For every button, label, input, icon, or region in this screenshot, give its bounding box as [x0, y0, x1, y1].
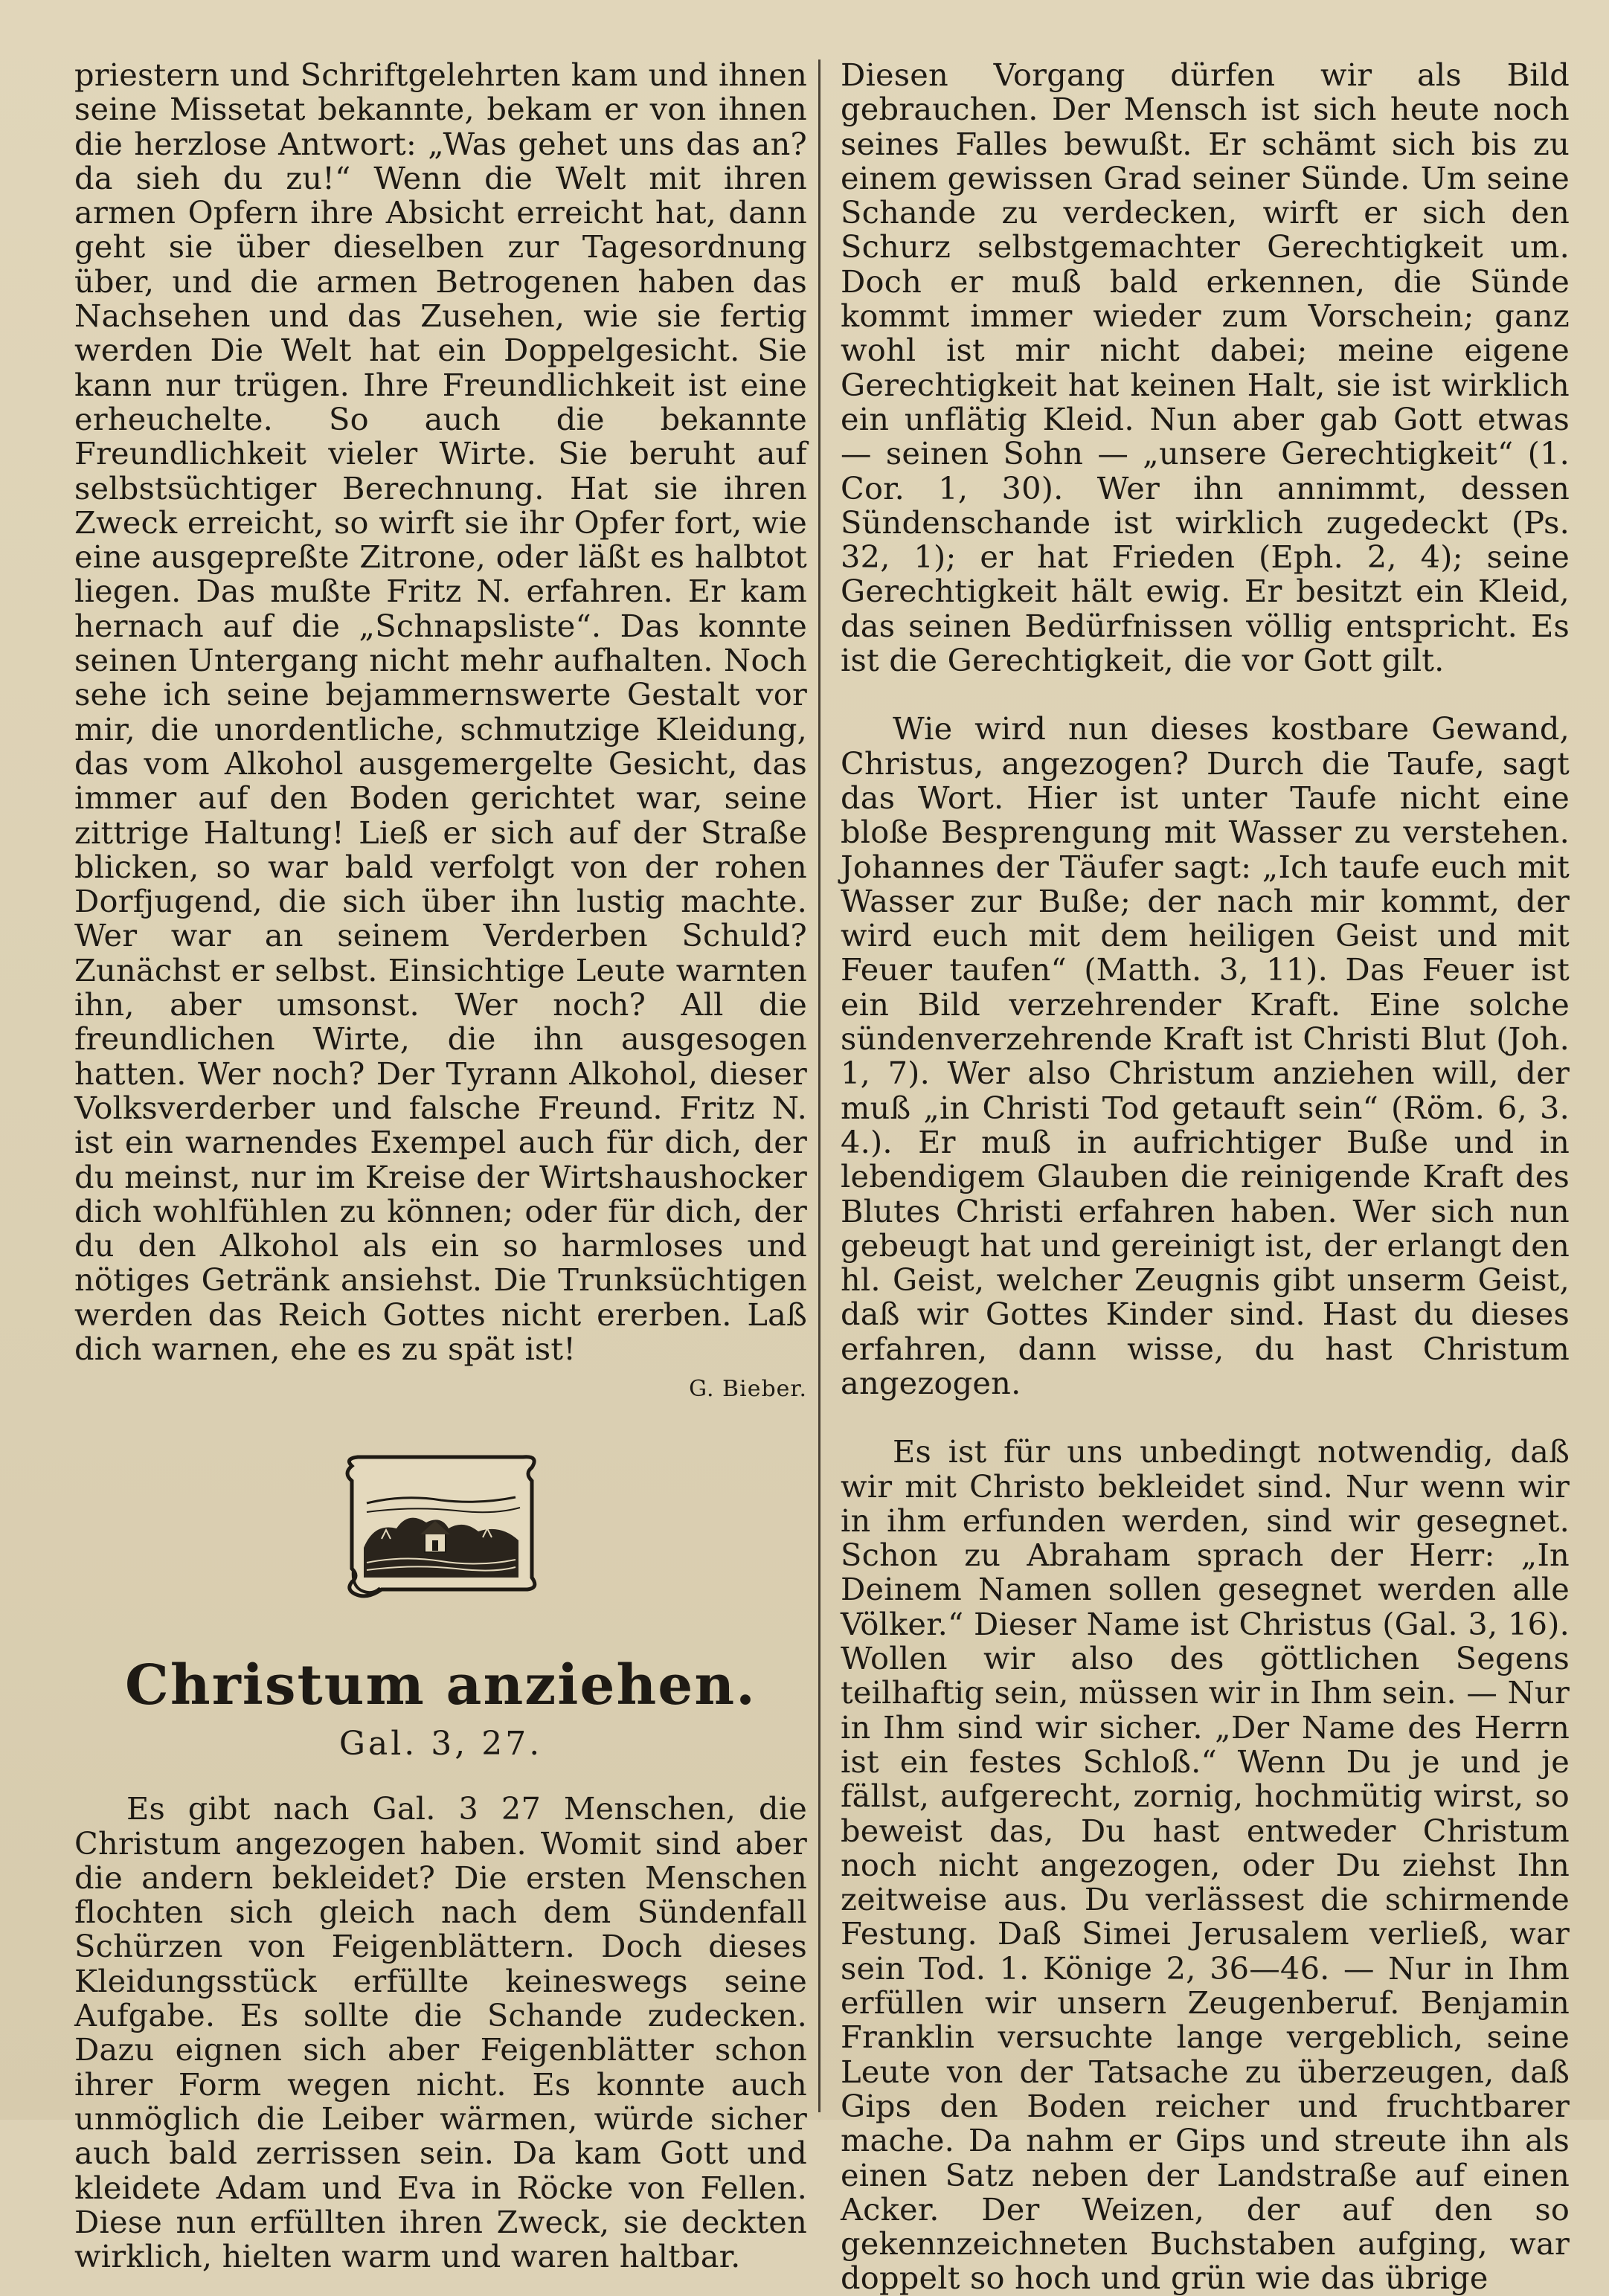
- bible-reference: Gal. 3, 27.: [338, 1725, 543, 1763]
- article-heading: Christum anziehen.: [125, 1653, 757, 1718]
- right-paragraph-1: Diesen Vorgang dürfen wir als Bild gebrauchen. Der Mensch ist sich heute noch seines Falles bewußt. Er schämt sich bis zu einem gewissen Grad seiner Sünde. Um seine Schande zu verdecken, wirft er sich den Schurz selbstgemachter Gerechtigkeit um. Doch er muß bald erkennen, die Sünde kommt immer wieder zum Vorschein; ganz wohl ist mir nicht dabei; meine eigene Gerechtigkeit hat keinen Halt, sie ist wirklich ein unflätig Kleid. Nun aber gab Gott etwas — seinen Sohn — „unsere Gerechtigkeit“ (1. Cor. 1, 30). Wer ihn annimmt, dessen Sündenschande ist wirklich zugedeckt (Ps. 32, 1); er hat Frieden (Eph. 2, 4); seine Gerechtigkeit hält ewig. Er besitzt ein Kleid, das seinen Bedürfnissen völlig entspricht. Es ist die Gerechtigkeit, die vor Gott gilt.: [841, 57, 1570, 679]
- column-divider: [818, 60, 820, 2112]
- right-paragraph-2: Wie wird nun dieses kostbare Gewand, Christus, angezogen? Durch die Taufe, sagt das Wort. Hier ist unter Taufe nicht eine bloße Besprengung mit Wasser zu verstehen. Johannes der Täufer sagt: „Ich taufe euch mit Wasser zur Buße; der nach mir kommt, der wird euch mit dem heiligen Geist und mit Feuer taufen“ (Matth. 3, 11). Das Feuer ist ein Bild verzehrender Kraft. Eine solche sündenverzehrende Kraft ist Christi Blut (Joh. 1, 7). Wer also Christum anziehen will, der muß „in Christi Tod getauft sein“ (Röm. 6, 3. 4.). Er muß in aufrichtiger Buße und in lebendigem Glauben die reinigende Kraft des Blutes Christi erfahren haben. Wer sich nun gebeugt hat und gereinigt ist, der erlangt den hl. Geist, welcher Zeugnis gibt unserm Geist, daß wir Gottes Kinder sind. Hast du dieses erfahren, dann wisse, du hast Christum angezogen.: [841, 710, 1570, 1401]
- left-paragraph-1: priestern und Schriftgelehrten kam und ihnen seine Missetat bekannte, bekam er von ihnen die herzlose Antwort: „Was gehet uns das an? da sieh du zu!“ Wenn die Welt mit ihren armen Opfern ihre Absicht erreicht hat, dann geht sie über dieselben zur Tagesordnung über, und die armen Betrogenen haben das Nachsehen und das Zusehen, wie sie fertig werden Die Welt hat ein Doppelgesicht. Sie kann nur trügen. Ihre Freundlichkeit ist eine erheuchelte. So auch die bekannte Freundlichkeit vieler Wirte. Sie beruht auf selbstsüchtiger Berechnung. Hat sie ihren Zweck erreicht, so wirft sie ihr Opfer fort, wie eine ausgepreßte Zitrone, oder läßt es halbtot liegen. Das mußte Fritz N. erfahren. Er kam hernach auf die „Schnapsliste“. Das konnte seinen Untergang nicht mehr aufhalten. Noch sehe ich seine bejammernswerte Gestalt vor mir, die unordentliche, schmutzige Kleidung, das vom Alkohol ausgemergelte Gesicht, das immer auf den Boden gerichtet war, seine zittrige Haltung! Ließ er sich auf der Straße blicken, so war bald verfolgt von der rohen Dorfjugend, die sich über ihn lustig machte. Wer war an seinem Verderben Schuld? Zunächst er selbst. Einsichtige Leute warnten ihn, aber umsonst. Wer noch? All die freundlichen Wirte, die ihn ausgesogen hatten. Wer noch? Der Tyrann Alkohol, dieser Volksverderber und falsche Freund. Fritz N. ist ein warnendes Exempel auch für dich, der du meinst, nur im Kreise der Wirtshaushocker dich wohlfühlen zu können; oder für dich, der du den Alkohol als ein so harmloses und nötiges Getränk ansiehst. Die Trunksüchtigen werden das Reich Gottes nicht ererben. Laß dich warnen, ehe es zu spät ist!: [74, 57, 807, 1367]
- right-column: [841, 58, 1570, 2296]
- paragraph-gap: [841, 678, 1570, 712]
- landscape-vignette-image: [337, 1451, 545, 1607]
- right-paragraph-3: Es ist für uns unbedingt notwendig, daß wir mit Christo bekleidet sind. Nur wenn wir in ihm erfunden werden, sind wir gesegnet. Schon zu Abraham sprach der Herr: „In Deinem Namen sollen gesegnet werden alle Völker.“ Dieser Name ist Christus (Gal. 3, 16). Wollen wir also des göttlichen Segens teilhaftig sein, müssen wir in Ihm sein. — Nur in Ihm sind wir sicher. „Der Name des Herrn ist ein festes Schloß.“ Wenn Du je und je fällst, aufgerecht, zornig, hochmütig wirst, so beweist das, Du hast entweder Christum noch nicht angezogen, oder Du ziehst Ihn zeitweise aus. Du verlässest die schirmende Festung. Daß Simei Jerusalem verließ, war sein Tod. 1. Könige 2, 36—46. — Nur in Ihm erfüllen wir unsern Zeugenberuf. Benjamin Franklin versuchte lange vergeblich, seine Leute von der Tatsache zu überzeugen, daß Gips den Boden reicher und fruchtbarer mache. Da nahm er Gips und streute ihn als einen Satz neben der Landstraße auf einen Acker. Der Weizen, der auf den so gekennzeichneten Buchstaben aufging, war doppelt so hoch und grün wie das übrige: [841, 1433, 1570, 2296]
- author-signature: G. Bieber.: [689, 1376, 807, 1403]
- paragraph-gap: [841, 1401, 1570, 1435]
- left-column: [74, 58, 807, 2274]
- left-paragraph-2: Es gibt nach Gal. 3 27 Menschen, die Christum angezogen haben. Womit sind aber die andern bekleidet? Die ersten Menschen flochten sich gleich nach dem Sündenfall Schürzen von Feigenblättern. Doch dieses Kleidungsstück erfüllte keineswegs seine Aufgabe. Es sollte die Schande zudecken. Dazu eignen sich aber Feigenblätter schon ihrer Form wegen nicht. Es konnte auch unmöglich die Leiber wärmen, würde sicher auch bald zerrissen sein. Da kam Gott und kleidete Adam und Eva in Röcke von Fellen. Diese nun erfüllten ihren Zweck, sie deckten wirklich, hielten warm und waren haltbar.: [74, 1790, 807, 2275]
